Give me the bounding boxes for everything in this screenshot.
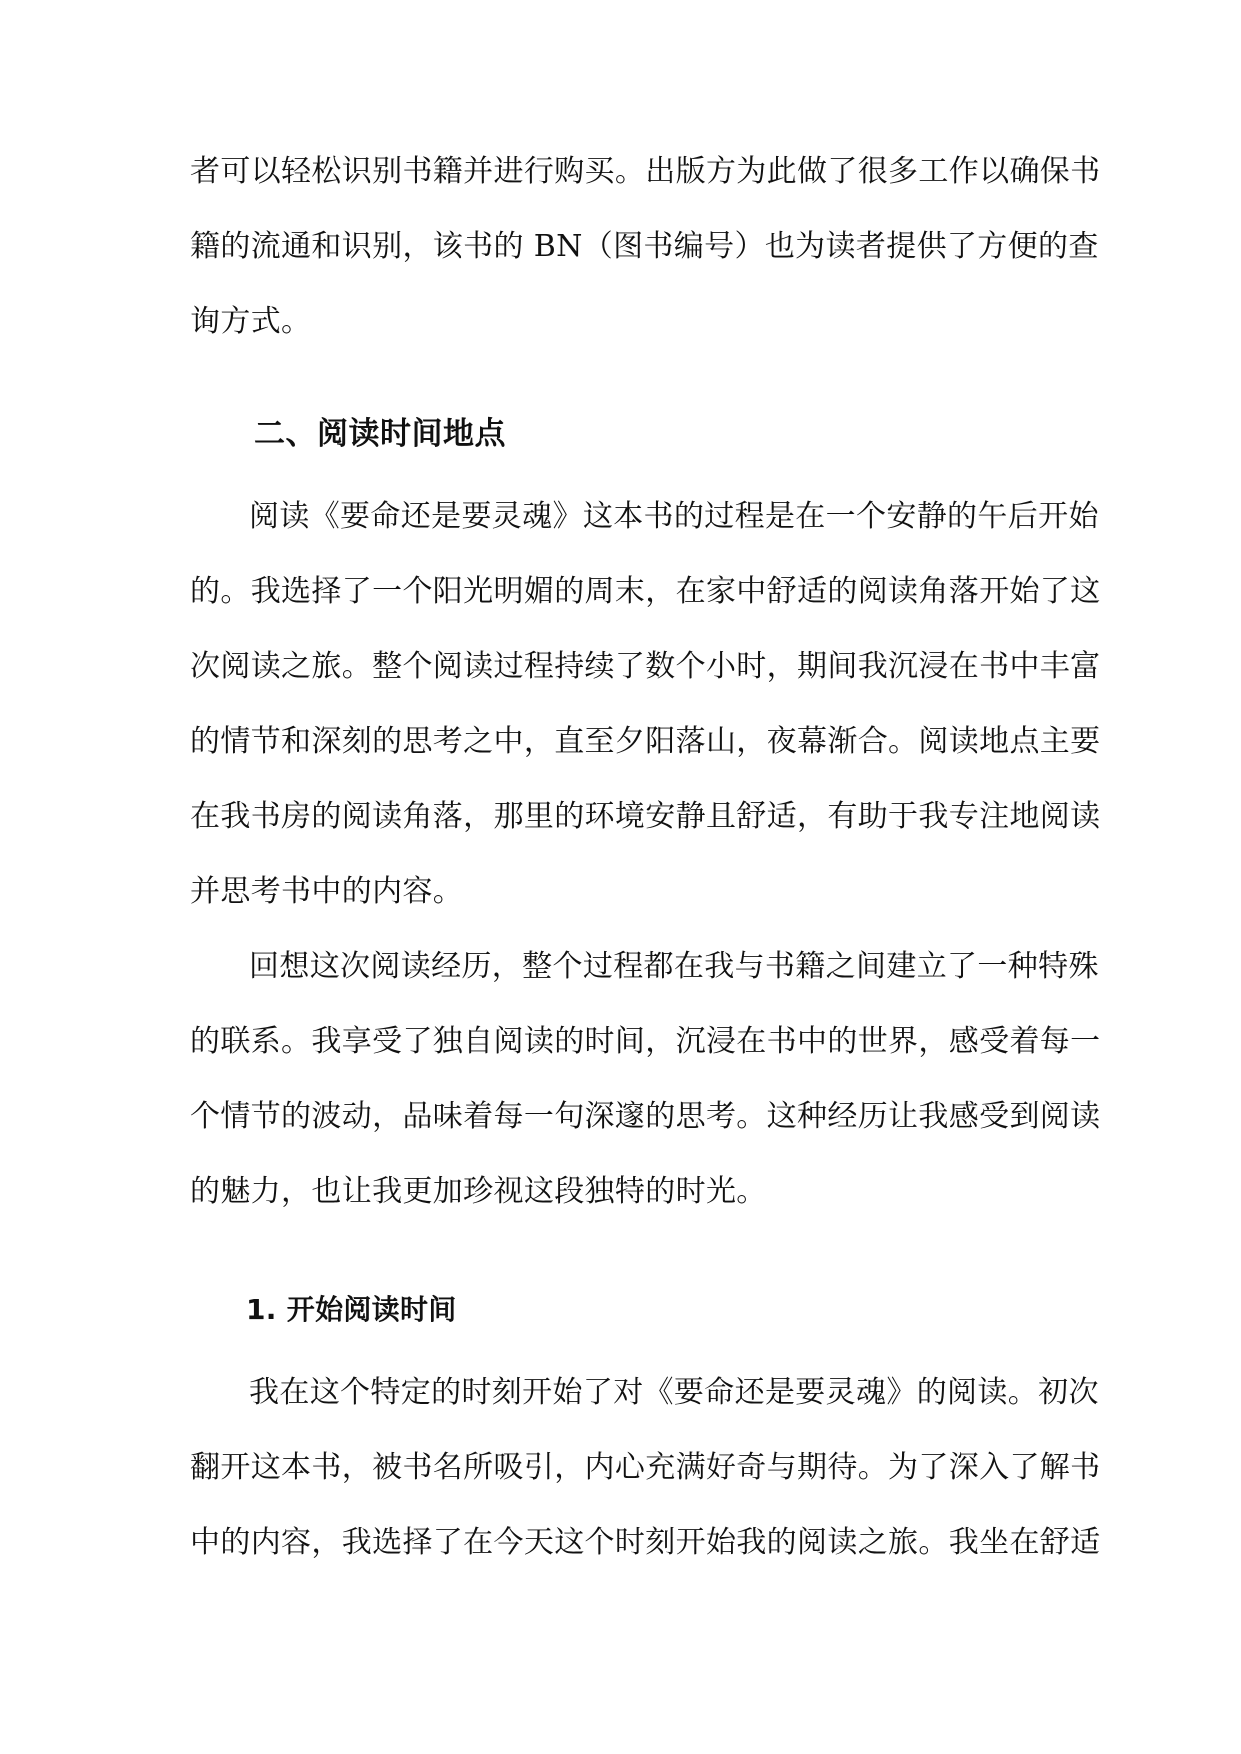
text-line: 者可以轻松识别书籍并进行购买。出版方为此做了很多工作以确保书 (190, 154, 1101, 189)
text-line: 的联系。我享受了独自阅读的时间，沉浸在书中的世界，感受着每一 (190, 1024, 1101, 1059)
text-line: 在我书房的阅读角落，那里的环境安静且舒适，有助于我专注地阅读 (190, 799, 1101, 834)
subsection-heading: 1. 开始阅读时间 (246, 1293, 457, 1326)
text-line: 籍的流通和识别，该书的 BN（图书编号）也为读者提供了方便的查 (190, 229, 1099, 264)
text-line: 个情节的波动，品味着每一句深邃的思考。这种经历让我感受到阅读 (190, 1099, 1101, 1134)
text-line: 的魅力，也让我更加珍视这段独特的时光。 (190, 1174, 767, 1209)
text-line: 中的内容，我选择了在今天这个时刻开始我的阅读之旅。我坐在舒适 (190, 1525, 1101, 1560)
text-line: 的。我选择了一个阳光明媚的周末，在家中舒适的阅读角落开始了这 (190, 574, 1101, 609)
text-line: 翻开这本书，被书名所吸引，内心充满好奇与期待。为了深入了解书 (190, 1450, 1101, 1485)
text-line: 询方式。 (190, 304, 312, 339)
text-line: 我在这个特定的时刻开始了对《要命还是要灵魂》的阅读。初次 (249, 1375, 1099, 1410)
text-line: 次阅读之旅。整个阅读过程持续了数个小时，期间我沉浸在书中丰富 (190, 649, 1101, 684)
text-line: 并思考书中的内容。 (190, 874, 464, 909)
text-line: 阅读《要命还是要灵魂》这本书的过程是在一个安静的午后开始 (249, 499, 1099, 534)
text-line: 的情节和深刻的思考之中，直至夕阳落山，夜幕渐合。阅读地点主要 (190, 724, 1101, 759)
text-line: 回想这次阅读经历，整个过程都在我与书籍之间建立了一种特殊 (249, 949, 1099, 984)
section-heading: 二、阅读时间地点 (254, 416, 506, 452)
